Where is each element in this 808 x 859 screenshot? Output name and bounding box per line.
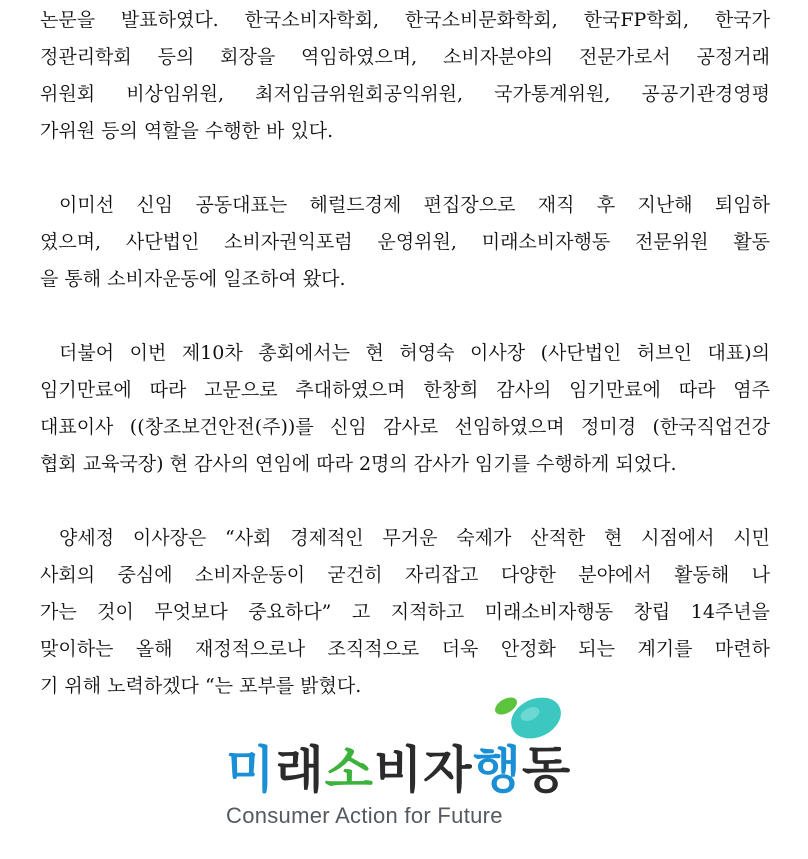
logo-char: 래 xyxy=(275,741,325,799)
logo-char: 동 xyxy=(521,741,572,799)
text-line: 더불어 이번 제10차 총회에서는 현 허영숙 이사장 (사단법인 허브인 대표)의 xyxy=(59,342,770,364)
text-line: 사회의 중심에 소비자운동이 굳건히 자리잡고 다양한 분야에서 활동해 나 xyxy=(40,564,770,586)
paragraph-4 xyxy=(40,520,770,705)
text-line: 논문을 발표하였다. 한국소비자학회, 한국소비문화학회, 한국FP학회, 한국가 xyxy=(40,9,770,31)
text-line: 대표이사 ((창조보건안전(주))를 신임 감사로 선임하였으며 정미경 (한국직업건강 xyxy=(40,416,770,438)
text-line: 양세정 이사장은 “사회 경제적인 무거운 숙제가 산적한 현 시점에서 시민 xyxy=(59,527,770,549)
logo-char: 비 xyxy=(373,741,424,799)
text-line: 맞이하는 올해 재정적으로나 조직적으로 더욱 안정화 되는 계기를 마련하 xyxy=(40,638,770,660)
text-line: 가는 것이 무엇보다 중요하다” 고 지적하고 미래소비자행동 창립 14주년을 xyxy=(40,601,770,623)
logo-tagline: Consumer Action for Future xyxy=(226,803,503,828)
paragraph-1 xyxy=(40,2,770,150)
text-line: 이미선 신임 공동대표는 헤럴드경제 편집장으로 재직 후 지난해 퇴임하 xyxy=(59,194,770,216)
logo-char: 행 xyxy=(472,741,522,799)
text-line: 정관리학회 등의 회장을 역임하였으며, 소비자분야의 전문가로서 공정거래 xyxy=(40,46,770,68)
logo-char: 자 xyxy=(423,741,473,799)
text-line: 였으며, 사단법인 소비자권익포럼 운영위원, 미래소비자행동 전문위원 활동 xyxy=(40,231,770,253)
text-line: 임기만료에 따라 고문으로 추대하였으며 한창희 감사의 임기만료에 따라 염주 xyxy=(40,379,770,401)
text-line: 협회 교육국장) 현 감사의 연임에 따라 2명의 감사가 임기를 수행하게 되었다. xyxy=(40,453,677,475)
paragraph-3 xyxy=(40,335,770,483)
text-line: 기 위해 노력하겠다 “는 포부를 밝혔다. xyxy=(40,675,362,697)
logo-leaf-icon xyxy=(486,688,566,743)
article-body xyxy=(40,2,770,742)
text-line: 을 통해 소비자운동에 일조하여 왔다. xyxy=(40,268,346,290)
logo-char: 미 xyxy=(226,741,276,799)
text-line: 가위원 등의 역할을 수행한 바 있다. xyxy=(40,120,334,142)
logo-char: 소 xyxy=(324,741,374,799)
organization-logo xyxy=(226,688,572,838)
logo-korean-name xyxy=(226,740,572,800)
text-line: 위원회 비상임위원, 최저임금위원회공익위원, 국가통계위원, 공공기관경영평 xyxy=(40,83,770,105)
paragraph-2 xyxy=(40,187,770,298)
